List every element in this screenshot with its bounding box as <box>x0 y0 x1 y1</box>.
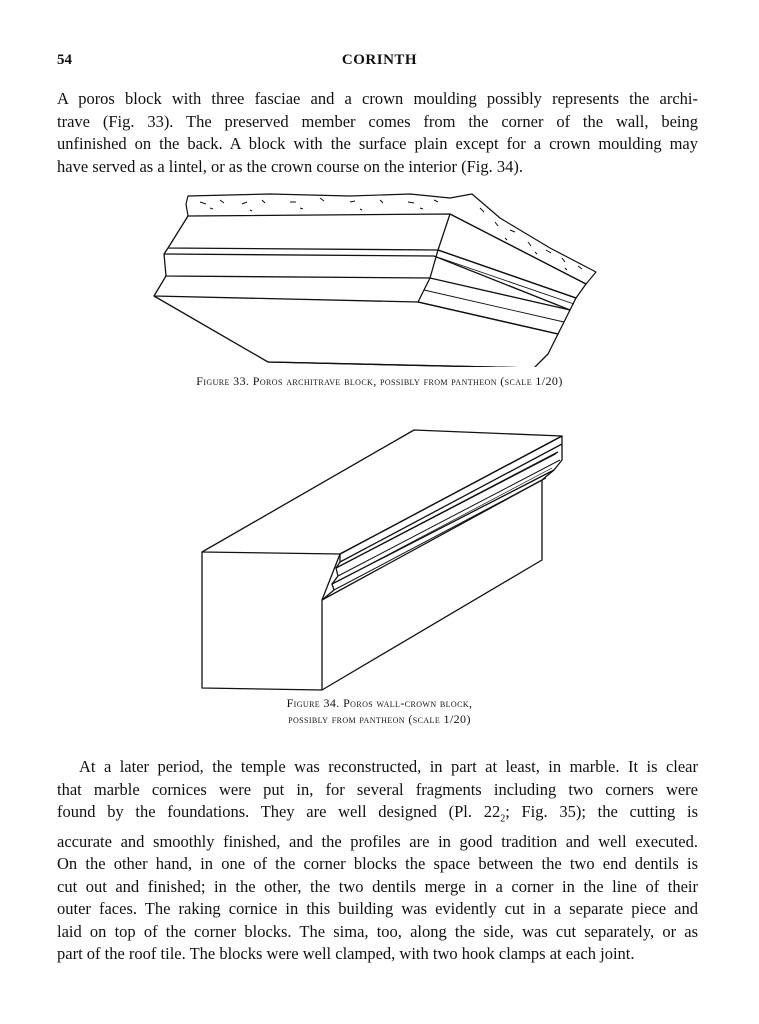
text-line: A poros block with three fasciae and a crown moulding possibly represents the archi- <box>57 89 698 108</box>
figure-33-caption: Figure 33. Poros architrave block, possibly from pantheon (scale 1/20) <box>196 374 563 388</box>
main-paragraph <box>57 756 698 966</box>
text-segment: found by the foundations. They are well designed (Pl. 22 <box>57 802 501 821</box>
running-head: CORINTH <box>341 52 418 68</box>
text-line: that marble cornices were put in, for several fragments including two corners were <box>57 779 698 799</box>
text-line: cut out and finished; in the other, the two dentils merge in a corner in the line of their <box>57 876 698 896</box>
text-line: At a later period, the temple was reconstructed, in part at least, in marble. It is clear <box>79 757 698 776</box>
page-header <box>57 52 702 76</box>
text-line: outer faces. The raking cornice in this building was evidently cut in a separate piece and <box>57 899 698 919</box>
page-number: 54 <box>57 52 72 68</box>
figure-34-caption-line-2: possibly from pantheon (scale 1/20) <box>288 712 471 726</box>
text-segment: ; Fig. 35); the cutting is <box>505 802 699 821</box>
figure-33-drawing <box>150 192 600 367</box>
text-line: laid on top of the corner blocks. The sima, too, along the side, was cut separately, or as <box>57 921 698 941</box>
text-line: On the other hand, in one of the corner blocks the space between the two end dentils is <box>57 854 698 874</box>
text-line: accurate and smoothly finished, and the profiles are in good tradition and well executed. <box>57 831 698 851</box>
text-line: have served as a lintel, or as the crown course on the interior (Fig. 34). <box>57 156 523 176</box>
figure-34-drawing <box>200 428 570 693</box>
plate-subscript: 2 <box>500 813 506 825</box>
intro-paragraph <box>57 88 698 178</box>
text-line: unfinished on the back. A block with the surface plain except for a crown moulding may <box>57 134 698 153</box>
text-line: trave (Fig. 33). The preserved member comes from the corner of the wall, being <box>57 111 698 131</box>
text-line <box>57 801 698 831</box>
text-line: part of the roof tile. The blocks were well clamped, with two hook clamps at each joint. <box>57 944 635 964</box>
figure-34-caption-line-1: Figure 34. Poros wall-crown block, <box>286 696 473 710</box>
